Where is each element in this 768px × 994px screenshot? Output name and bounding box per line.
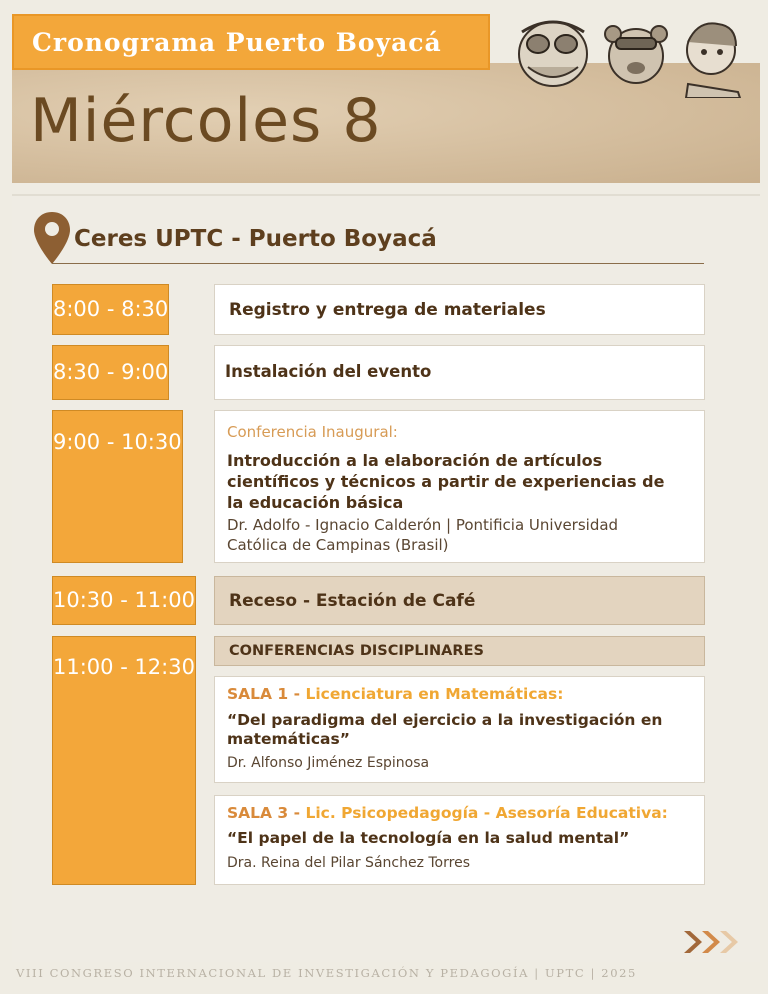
agenda-item-registro (214, 284, 705, 335)
bear-pilot-illustration (600, 12, 672, 94)
session-sala-3 (214, 795, 705, 885)
agenda-item-conferencia-inaugural (214, 410, 705, 563)
conference-type: Conferencia Inaugural: (227, 423, 398, 441)
speaker (227, 515, 618, 555)
time-slot-2: 8:30 - 9:00 (52, 345, 169, 400)
speaker: Dra. Reina del Pilar Sánchez Torres (227, 855, 470, 871)
section-header-label: CONFERENCIAS DISCIPLINARES (229, 643, 484, 659)
conference-title-line: la educación básica (227, 493, 404, 512)
child-illustration (678, 12, 748, 98)
program-name: Lic. Psicopedagogía - Asesoría Educativa: (305, 804, 668, 822)
chevrons-right-icon (682, 928, 752, 956)
aviator-mascot-illustration (508, 12, 598, 94)
page-title: Cronograma Puerto Boyacá (32, 28, 442, 57)
map-pin-icon (32, 210, 72, 266)
conference-title-line: Introducción a la elaboración de artículos (227, 451, 603, 470)
time-slot-1: 8:00 - 8:30 (52, 284, 169, 335)
time-slot-4: 10:30 - 11:00 (52, 576, 196, 625)
session-room (227, 804, 668, 822)
title-banner (12, 14, 490, 70)
footer-text: VIII CONGRESO INTERNACIONAL DE INVESTIGACIÓN Y PEDAGOGÍA | UPTC | 2025 (16, 966, 637, 980)
venue-title: Ceres UPTC - Puerto Boyacá (74, 226, 437, 252)
session-title-line: “Del paradigma del ejercicio a la investigación en (227, 711, 663, 729)
agenda-item-receso (214, 576, 705, 625)
speaker-line: Dr. Adolfo - Ignacio Calderón | Pontificia Universidad (227, 516, 619, 534)
time-slot-3: 9:00 - 10:30 (52, 410, 183, 563)
speaker-line: Católica de Campinas (Brasil) (227, 536, 449, 554)
agenda-item-instalacion (214, 345, 705, 400)
agenda-label: Receso - Estación de Café (229, 591, 476, 611)
conference-title-line: científicos y técnicos a partir de experiencias de (227, 472, 665, 491)
session-title (227, 711, 662, 749)
conference-title (227, 450, 664, 513)
room-number: SALA 3 - (227, 804, 306, 822)
session-title: “El papel de la tecnología en la salud mental” (227, 829, 630, 847)
time-slot-5: 11:00 - 12:30 (52, 636, 196, 885)
day-heading: Miércoles 8 (30, 86, 382, 156)
session-room (227, 685, 563, 703)
agenda-label: Instalación del evento (225, 362, 432, 381)
program-name: Licenciatura en Matemáticas: (305, 685, 564, 703)
session-sala-1 (214, 676, 705, 783)
speaker: Dr. Alfonso Jiménez Espinosa (227, 755, 430, 771)
divider (52, 263, 704, 264)
agenda-label: Registro y entrega de materiales (229, 300, 546, 320)
room-number: SALA 1 - (227, 685, 306, 703)
section-header-conferencias (214, 636, 705, 666)
session-title-line: matemáticas” (227, 730, 350, 748)
